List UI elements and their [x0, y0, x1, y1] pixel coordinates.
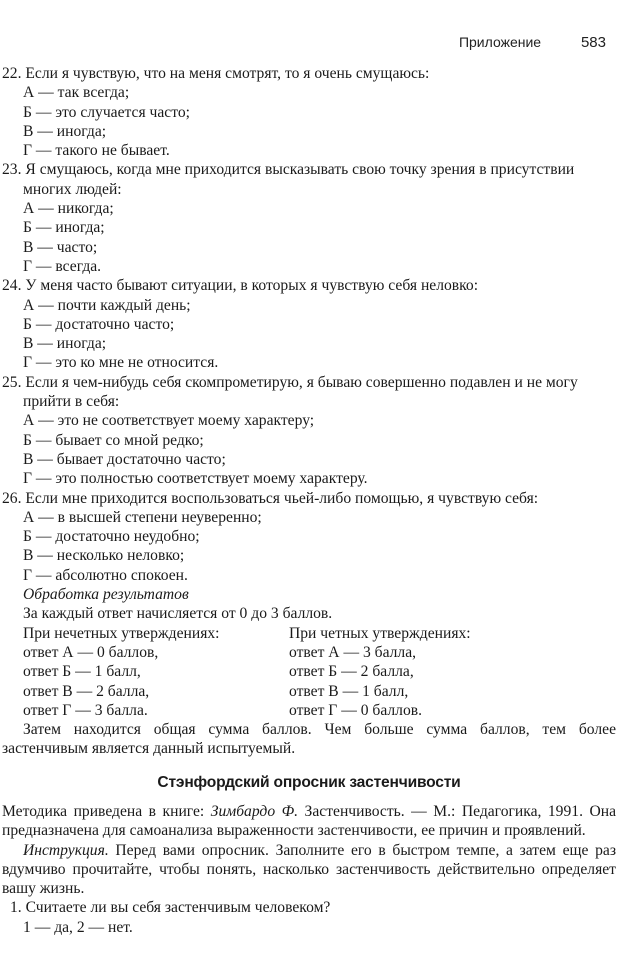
instruction-text: Перед вами опросник. Заполните его в быстром темпе, а затем еще раз вдумчиво прочитайте, чтобы понять, насколько застенчивость действительно определяет вашу жизнь.	[2, 841, 616, 898]
option-a: А — никогда;	[23, 200, 114, 218]
question-text-cont: прийти в себя:	[23, 393, 120, 411]
option-a: А — так всегда;	[23, 84, 130, 102]
option-b: Б — это случается часто;	[23, 103, 190, 121]
option-d: Г — это полностью соответствует моему характеру.	[23, 470, 368, 488]
option-d: Г — всегда.	[23, 257, 102, 275]
page-body	[2, 64, 616, 937]
instruction-label: Инструкция.	[23, 841, 109, 859]
option-b: Б — достаточно часто;	[23, 315, 175, 333]
option-a: А — в высшей степени неуверенно;	[23, 508, 262, 526]
question-22	[2, 64, 616, 160]
even-score-b: ответ Б — 2 балла,	[289, 663, 414, 681]
method-suffix: Застенчивость. — М.: Педагогика, 1991. Она предназначена для самоанализа выраженности застенчивости, ее причин и проявлений.	[2, 802, 616, 840]
odd-scoring	[23, 624, 289, 720]
question-25	[2, 373, 616, 489]
option-c: В — часто;	[23, 238, 98, 256]
question-text: 24. У меня часто бывают ситуации, в которых я чувствую себя неловко:	[2, 277, 479, 295]
option-b: Б — бывает со мной редко;	[23, 431, 204, 449]
instruction-paragraph	[2, 841, 616, 899]
option-a: А — это не соответствует моему характеру;	[23, 412, 315, 430]
odd-header: При нечетных утверждениях:	[23, 624, 220, 642]
method-author: Зимбардо Ф.	[210, 802, 299, 820]
results-title: Обработка результатов	[23, 586, 189, 604]
question-23	[2, 160, 616, 276]
method-prefix: Методика приведена в книге:	[2, 802, 211, 820]
option-b: Б — иногда;	[23, 219, 105, 237]
stanford-question-1: 1. Считаете ли вы себя застенчивым человеком?	[10, 899, 331, 917]
option-c: В — иногда;	[23, 335, 107, 353]
even-scoring	[289, 624, 555, 720]
option-c: В — иногда;	[23, 122, 107, 140]
option-b: Б — достаточно неудобно;	[23, 528, 200, 546]
odd-score-c: ответ В — 2 балла,	[23, 682, 150, 700]
odd-score-b: ответ Б — 1 балл,	[23, 663, 141, 681]
even-score-a: ответ А — 3 балла,	[289, 643, 417, 661]
question-text: 25. Если я чем-нибудь себя скомпрометирую, я бываю совершенно подавлен и не могу	[2, 373, 578, 391]
running-head: Приложение	[458, 34, 542, 50]
even-score-c: ответ В — 1 балл,	[289, 682, 409, 700]
question-24	[2, 276, 616, 372]
question-text: 23. Я смущаюсь, когда мне приходится высказывать свою точку зрения в присутствии	[2, 161, 575, 179]
option-d: Г — абсолютно спокоен.	[23, 566, 188, 584]
option-a: А — почти каждый день;	[23, 296, 191, 314]
scoring-columns	[2, 624, 616, 720]
section-heading: Стэнфордский опросник застенчивости	[157, 773, 461, 791]
question-text: 26. Если мне приходится воспользоваться чьей-либо помощью, я чувствую себя:	[2, 489, 539, 507]
odd-score-d: ответ Г — 3 балла.	[23, 701, 148, 719]
question-text-cont: многих людей:	[23, 180, 122, 198]
page-number: 583	[580, 34, 606, 51]
option-c: В — несколько неловко;	[23, 547, 185, 565]
results-conclusion: Затем находится общая сумма баллов. Чем больше сумма баллов, тем более застенчивым является данный испытуемый.	[2, 721, 616, 758]
question-26	[2, 489, 616, 585]
option-d: Г — такого не бывает.	[23, 142, 170, 160]
results-intro: За каждый ответ начисляется от 0 до 3 баллов.	[23, 605, 333, 623]
results-section	[2, 585, 616, 759]
option-d: Г — это ко мне не относится.	[23, 354, 219, 372]
page-header	[459, 34, 606, 51]
odd-score-a: ответ А — 0 баллов,	[23, 643, 159, 661]
question-text: 22. Если я чувствую, что на меня смотрят, то я очень смущаюсь:	[2, 65, 430, 82]
stanford-question-1-answers: 1 — да, 2 — нет.	[23, 918, 133, 936]
method-paragraph	[2, 802, 616, 841]
even-score-d: ответ Г — 0 баллов.	[289, 701, 423, 719]
option-c: В — бывает достаточно часто;	[23, 450, 226, 468]
even-header: При четных утверждениях:	[289, 624, 471, 642]
